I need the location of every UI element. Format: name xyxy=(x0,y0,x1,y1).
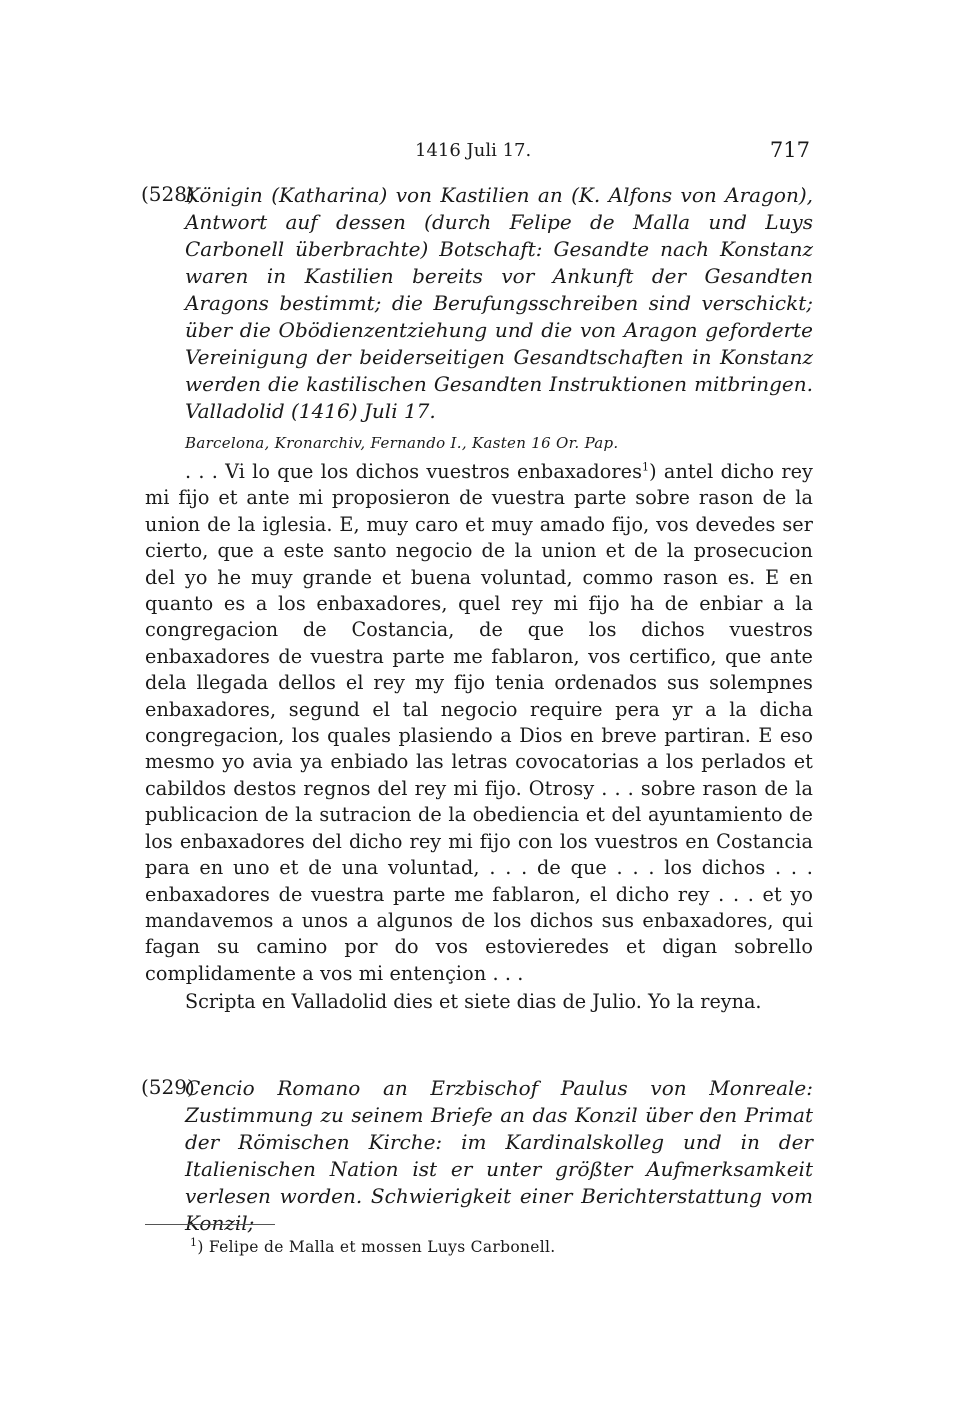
signature-line: Scripta en Valladolid dies et siete dias de Julio. Yo la reyna. xyxy=(185,990,762,1014)
source-text xyxy=(145,459,813,987)
entry-number: (529) xyxy=(141,1075,195,1099)
archive-reference: Barcelona, Kronarchiv, Fernando I., Kasten 16 Or. Pap. xyxy=(185,434,619,452)
source-text-part-1: . . . Vi lo que los dichos vuestros enbaxadores xyxy=(185,460,643,483)
source-text-part-2: ) antel dicho rey mi fijo et ante mi proposieron de vuestra parte sobre rason de la union de la iglesia. E, muy caro et muy amado fijo, vos devedes ser cierto, que a este santo negocio de la union et de la prosecucion del yo he muy grande et buena voluntad, commo rason es. E en quanto es a los enbaxadores, quel rey mi fijo ha de enbiar a la congregacion de Costancia, de que los dichos vuestros enbaxadores de vuestra parte me fablaron, vos certifico, que ante dela llegada dellos el rey my fijo tenia ordenados sus solempnes enbaxadores, segund el tal negocio require pera yr a la dicha congregacion, los quales plasiendo a Dios en breve partiran. E eso mesmo yo avia ya enbiado las letras covocatorias a los perlados et cabildos destos regnos del rey mi fijo. Otrosy . . . sobre rason de la publicacion de la sutracion de la obediencia et del ayuntamiento de los enbaxadores del dicho rey mi fijo con los vuestros en Costancia para en uno et de una voluntad, . . . de que . . . los dichos . . . enbaxadores de vuestra parte me fablaron, el dicho rey . . . et yo mandavemos a unos a algunos de los dichos sus enbaxadores, qui fagan su camino por do vos estovieredes et digan sobrello complidamente a vos mi entençion . . . xyxy=(145,460,813,985)
footnote-marker: 1 xyxy=(190,1235,198,1249)
footnote-text: ) Felipe de Malla et mossen Luys Carbonell. xyxy=(197,1238,556,1256)
page-number: 717 xyxy=(769,138,810,162)
entry-regest: Königin (Katharina) von Kastilien an (K. Alfons von Aragon), Antwort auf dessen (durch Felipe de Malla und Luys Carbonell überbrachte) Botschaft: Gesandte nach Konstanz waren in Kastilien bereits vor Ankunft der Gesandten Aragons bestimmt; die Berufungsschreiben sind verschickt; über die Obödienzentziehung und die von Aragon geforderte Vereinigung der beiderseitigen Gesandtschaften in Konstanz werden die kastilischen Gesandten Instruktionen mitbringen. Valladolid (1416) Juli 17. xyxy=(185,183,813,423)
entry-number: (528) xyxy=(141,182,195,206)
footnote-rule xyxy=(145,1224,275,1225)
running-head-date: 1416 Juli 17. xyxy=(415,140,532,161)
entry-regest: Cencio Romano an Erzbischof Paulus von Monreale: Zustimmung zu seinem Briefe an das Konzil über den Primat der Römischen Kirche: im Kardinalskolleg und in der Italienischen Nation ist er unter größter Aufmerksamkeit verlesen worden. Schwierigkeit einer Berichterstattung vom Konzil; xyxy=(185,1076,813,1235)
entry-528 xyxy=(141,182,813,1016)
running-head xyxy=(145,140,810,170)
entry-529 xyxy=(141,1075,813,1237)
footnote xyxy=(190,1235,556,1256)
footnote-reference: 1 xyxy=(642,460,650,474)
